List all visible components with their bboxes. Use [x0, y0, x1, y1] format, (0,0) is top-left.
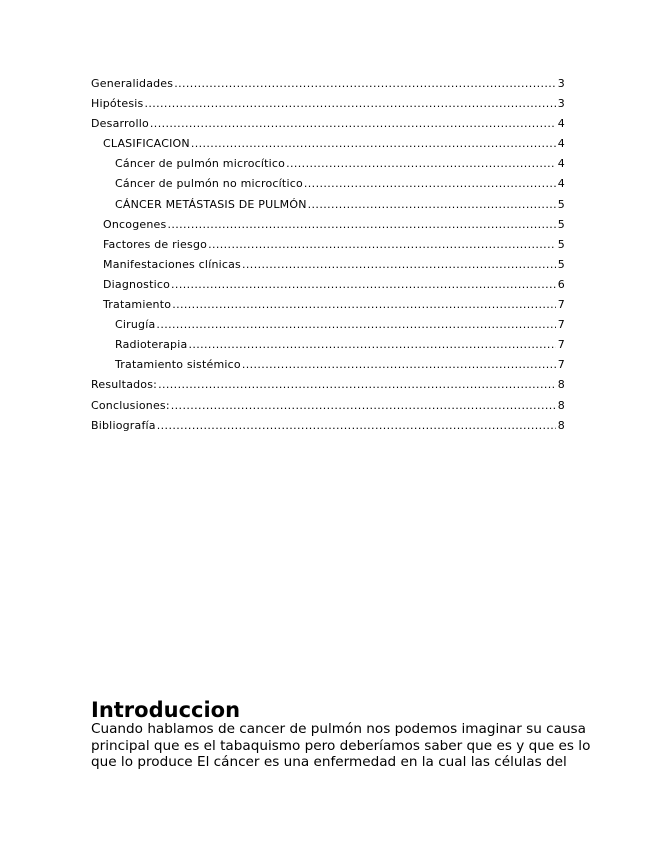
toc-entry-title: Factores de riesgo: [103, 237, 208, 251]
toc-leader: [144, 94, 556, 114]
toc-leader: [171, 275, 556, 295]
toc-entry[interactable]: [91, 195, 565, 215]
intro-paragraph: [91, 721, 591, 771]
toc-entry[interactable]: [91, 315, 565, 335]
toc-entry[interactable]: [91, 74, 565, 94]
toc-entry-page: 4: [557, 137, 565, 151]
toc-leader: [191, 134, 556, 154]
toc-leader: [150, 114, 556, 134]
toc-leader: [156, 315, 556, 335]
toc-leader: [304, 174, 556, 194]
toc-leader: [308, 195, 556, 215]
section-heading-introduccion: Introduccion: [91, 698, 241, 722]
toc-entry-page: 7: [557, 318, 565, 332]
toc-entry-page: 8: [557, 418, 565, 432]
toc-entry-page: 7: [557, 298, 565, 312]
toc-entry-page: 8: [557, 398, 565, 412]
toc-entry-page: 8: [557, 378, 565, 392]
toc-entry[interactable]: [91, 94, 565, 114]
toc-entry[interactable]: [91, 215, 565, 235]
toc-entry-title: Resultados:: [91, 378, 158, 392]
toc-entry-page: 5: [557, 237, 565, 251]
toc-entry[interactable]: [91, 355, 565, 375]
toc-entry-page: 5: [557, 257, 565, 271]
toc-entry-title: Hipótesis: [91, 97, 144, 111]
paragraph-line: principal que es el tabaquismo pero deberíamos saber que es y que es lo: [91, 737, 591, 754]
toc-entry[interactable]: [91, 396, 565, 416]
toc-leader: [242, 355, 556, 375]
toc-entry-page: 4: [557, 177, 565, 191]
table-of-contents: [91, 74, 565, 436]
toc-entry-title: CÁNCER METÁSTASIS DE PULMÓN: [115, 197, 307, 211]
toc-leader: [172, 295, 556, 315]
toc-entry-page: 5: [557, 197, 565, 211]
toc-entry-page: 4: [557, 117, 565, 131]
toc-leader: [167, 215, 556, 235]
paragraph-line: Cuando hablamos de cancer de pulmón nos podemos imaginar su causa: [91, 721, 586, 737]
toc-entry-title: Tratamiento: [103, 298, 172, 312]
toc-leader: [286, 154, 556, 174]
toc-leader: [158, 375, 556, 395]
toc-entry-title: Cáncer de pulmón microcítico: [115, 157, 286, 171]
toc-leader: [157, 416, 556, 436]
toc-entry-page: 3: [557, 77, 565, 90]
toc-entry-title: Conclusiones:: [91, 398, 170, 412]
toc-entry[interactable]: [91, 134, 565, 154]
toc-entry[interactable]: [91, 235, 565, 255]
toc-entry-title: Tratamiento sistémico: [115, 358, 241, 372]
toc-entry[interactable]: [91, 416, 565, 436]
toc-leader: [208, 235, 556, 255]
paragraph-line: que lo produce El cáncer es una enfermedad en la cual las células del: [91, 754, 567, 771]
toc-leader: [242, 255, 556, 275]
toc-leader: [174, 74, 556, 94]
toc-entry-page: 3: [557, 97, 565, 111]
toc-entry-title: Bibliografía: [91, 418, 156, 432]
toc-entry-page: 4: [557, 157, 565, 171]
toc-entry-title: Cirugía: [115, 318, 156, 332]
toc-entry[interactable]: [91, 114, 565, 134]
toc-entry[interactable]: [91, 255, 565, 275]
toc-entry-title: Desarrollo: [91, 117, 149, 131]
toc-entry-title: Diagnostico: [103, 277, 171, 291]
toc-entry-title: Generalidades: [91, 77, 174, 90]
toc-entry[interactable]: [91, 275, 565, 295]
toc-entry-page: 6: [557, 277, 565, 291]
toc-entry[interactable]: [91, 335, 565, 355]
toc-entry-title: CLASIFICACION: [103, 137, 190, 151]
toc-entry[interactable]: [91, 174, 565, 194]
toc-entry-title: Manifestaciones clínicas: [103, 257, 241, 271]
toc-entry[interactable]: [91, 295, 565, 315]
toc-entry-title: Radioterapia: [115, 338, 188, 352]
toc-leader: [171, 396, 556, 416]
toc-entry-title: Oncogenes: [103, 217, 167, 231]
toc-entry-page: 5: [557, 217, 565, 231]
toc-entry-page: 7: [557, 358, 565, 372]
toc-leader: [188, 335, 556, 355]
toc-entry[interactable]: [91, 154, 565, 174]
toc-entry-page: 7: [557, 338, 565, 352]
toc-entry[interactable]: [91, 375, 565, 395]
toc-entry-title: Cáncer de pulmón no microcítico: [115, 177, 303, 191]
